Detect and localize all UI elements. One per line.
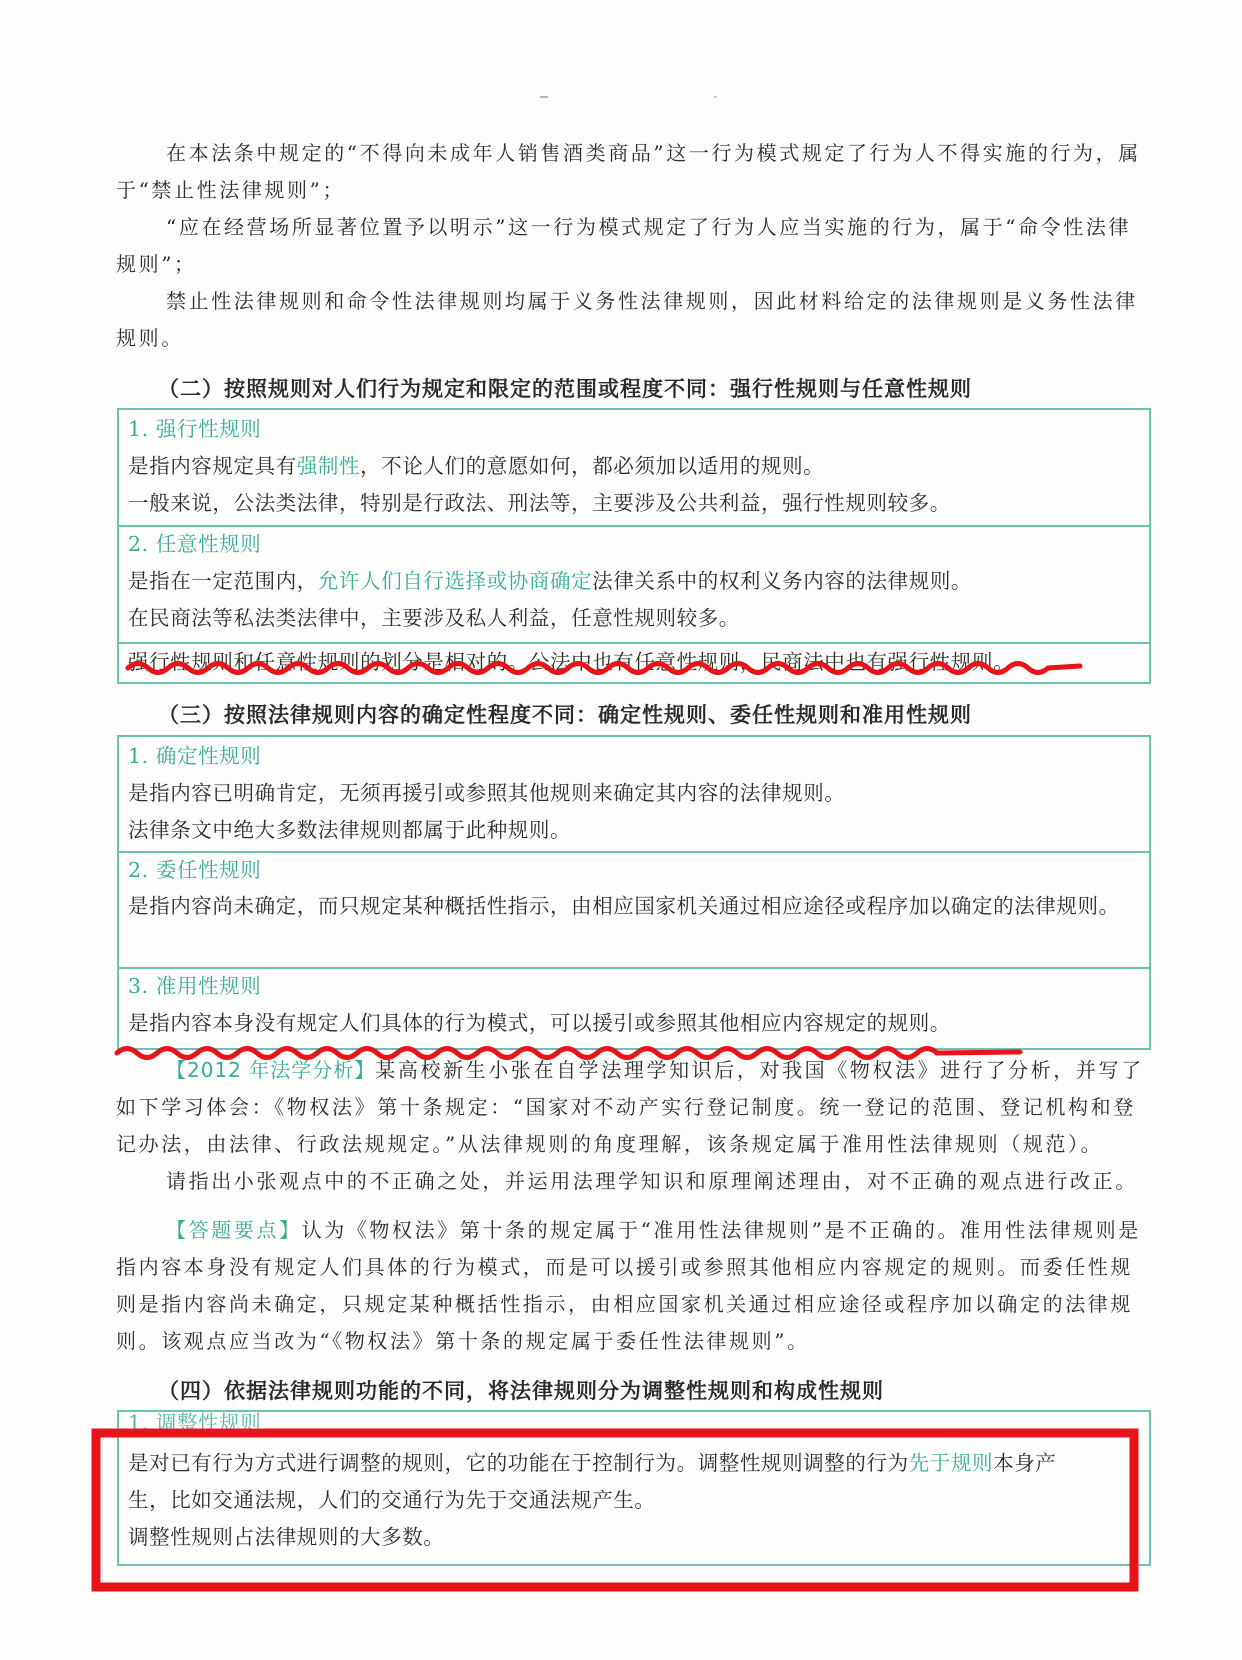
determinate-note: 法律条文中绝大多数法律规则都属于此种规则。 [128,818,572,842]
answer-points: 【答题要点】认为《物权法》第十条的规定属于“准用性法律规则”是不正确的。准用性法律规则是指内容本身没有规定人们具体的行为模式，而是可以援引或参照其他相应内容规定的规则。而委任性规则是指内容尚未确定，只规定某种概括性指示，由相应国家机关通过相应途径或程序加以确定的法律规则。该观点应当改为“《物权法》第十条的规定属于委任性法律规则”。 [116,1218,1141,1353]
section-3-cell-3 [119,967,1149,1050]
section-3-heading: （三）按照法律规则内容的确定性程度不同：确定性规则、委任性规则和准用性规则 [158,703,972,727]
section-3-cell-2 [119,851,1149,967]
rule-title-determinate: 1. 确定性规则 [128,744,262,768]
discretionary-definition: 是指在一定范围内，允许人们自行选择或协商确定法律关系中的权利义务内容的法律规则。 [128,569,973,593]
rule-title-delegated: 2. 委任性规则 [128,858,262,882]
delegated-definition: 是指内容尚未确定，而只规定某种概括性指示，由相应国家机关通过相应途径或程序加以确定的法律规则。 [128,894,1120,918]
regulative-note: 调整性规则占法律规则的大多数。 [128,1525,445,1549]
determinate-definition: 是指内容已明确肯定，无须再援引或参照其他规则来确定其内容的法律规则。 [128,781,846,805]
exam-task: 请指出小张观点中的不正确之处，并运用法理学知识和原理阐述理由，对不正确的观点进行改正。 [166,1169,1138,1193]
mandatory-definition: 是指内容规定具有强制性，不论人们的意愿如何，都必须加以适用的规则。 [128,454,825,478]
answer-tag: 【答题要点】 [166,1218,302,1242]
referential-definition: 是指内容本身没有规定人们具体的行为模式，可以援引或参照其他相应内容规定的规则。 [128,1011,951,1035]
regulative-definition: 是对已有行为方式进行调整的规则，它的功能在于控制行为。调整性规则调整的行为先于规则本身产 [128,1451,1057,1475]
section-2-heading: （二）按照规则对人们行为规定和限定的范围或程度不同：强行性规则与任意性规则 [158,377,972,401]
mandatory-note: 一般来说，公法类法律，特别是行政法、刑法等，主要涉及公共利益，强行性规则较多。 [128,491,951,515]
rule-title-discretionary: 2. 任意性规则 [128,532,262,556]
rule-title-mandatory: 1. 强行性规则 [128,417,262,441]
page-top-mark [540,96,548,98]
intro-paragraph-3: 禁止性法律规则和命令性法律规则均属于义务性法律规则，因此材料给定的法律规则是义务性法律规则。 [116,289,1138,350]
section-4-table [117,1410,1151,1566]
section-3-table [117,735,1151,1050]
page-top-mark-2 [714,96,717,98]
discretionary-keyword: 允许人们自行选择或协商确定 [317,569,593,593]
section-2-cell-2 [119,525,1149,642]
section-2-cell-3 [119,642,1149,684]
exam-question: 【2012 年法学分析】某高校新生小张在自学法理学知识后，对我国《物权法》进行了分析，并写了如下学习体会：《物权法》第十条规定：“国家对不动产实行登记制度。统一登记的范围、登记机构和登记办法，由法律、行政法规规定。”从法律规则的角度理解，该条规定属于准用性法律规则（规范）。 [116,1058,1144,1156]
discretionary-note: 在民商法等私法类法律中，主要涉及私人利益，任意性规则较多。 [128,606,740,630]
regulative-example: 生，比如交通法规，人们的交通行为先于交通法规产生。 [128,1488,656,1512]
section-2-table [117,408,1151,684]
mandatory-keyword: 强制性 [296,454,361,478]
section-4-heading: （四）依据法律规则功能的不同，将法律规则分为调整性规则和构成性规则 [158,1379,884,1403]
rule-title-referential: 3. 准用性规则 [128,974,262,998]
exam-tag: 【2012 年法学分析】 [166,1058,376,1082]
rule-title-regulative: 1. 调整性规则 [128,1411,262,1435]
intro-paragraph-2: “应在经营场所显著位置予以明示”这一行为模式规定了行为人应当实施的行为，属于“命令性法律规则”； [116,215,1132,276]
intro-paragraph-1: 在本法条中规定的“不得向未成年人销售酒类商品”这一行为模式规定了行为人不得实施的行为，属于“禁止性法律规则”； [116,141,1141,202]
relative-division-note: 强行性规则和任意性规则的划分是相对的。公法中也有任意性规则，民商法中也有强行性规则。 [128,650,1015,674]
regulative-keyword: 先于规则 [908,1451,994,1475]
